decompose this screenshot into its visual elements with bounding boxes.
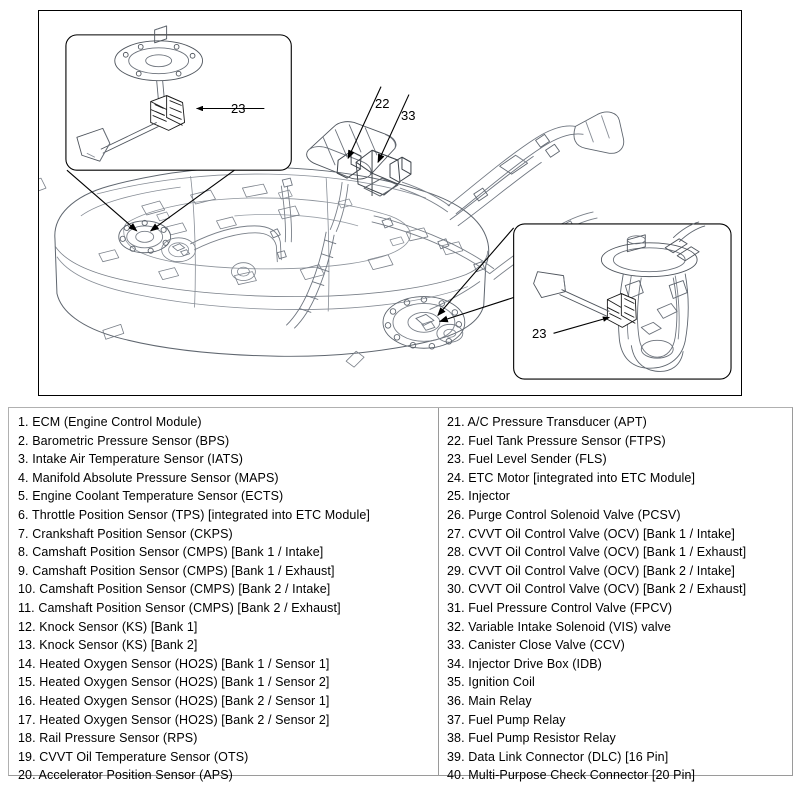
legend-item: 5. Engine Coolant Temperature Sensor (ECTS) [18, 489, 284, 504]
legend-item: 29. CVVT Oil Control Valve (OCV) [Bank 2 / Intake] [447, 563, 735, 578]
component-legend-table [8, 407, 793, 783]
detail-leader-line-left-a [67, 170, 137, 231]
legend-item: 22. Fuel Tank Pressure Sensor (FTPS) [447, 433, 666, 448]
legend-item: 32. Variable Intake Solenoid (VIS) valve [447, 619, 672, 634]
fuel-level-sender-detail-box [66, 26, 291, 231]
fuel-vapor-lines [191, 178, 494, 309]
legend-item: 26. Purge Control Solenoid Valve (PCSV) [447, 507, 681, 522]
legend-item: 30. CVVT Oil Control Valve (OCV) [Bank 2 / Exhaust] [447, 582, 747, 597]
legend-item: 18. Rail Pressure Sensor (RPS) [18, 731, 198, 746]
legend-item: 37. Fuel Pump Relay [447, 712, 566, 727]
legend-item: 19. CVVT Oil Temperature Sensor (OTS) [18, 749, 249, 764]
legend-item: 31. Fuel Pressure Control Valve (FPCV) [447, 600, 673, 615]
fuel-pump-module-port [383, 297, 465, 350]
legend-item: 6. Throttle Position Sensor (TPS) [integrated into ETC Module] [18, 507, 370, 522]
legend-item: 9. Camshaft Position Sensor (CMPS) [Bank 1 / Exhaust] [18, 563, 335, 578]
legend-item: 17. Heated Oxygen Sensor (HO2S) [Bank 2 / Sensor 2] [18, 712, 330, 727]
legend-item: 20. Accelerator Position Sensor (APS) [18, 768, 233, 783]
legend-item: 12. Knock Sensor (KS) [Bank 1] [18, 619, 198, 634]
legend-item: 34. Injector Drive Box (IDB) [447, 656, 602, 671]
legend-item: 25. Injector [447, 489, 511, 504]
legend-item: 36. Main Relay [447, 693, 532, 708]
legend-item: 3. Intake Air Temperature Sensor (IATS) [18, 452, 244, 467]
legend-item: 38. Fuel Pump Resistor Relay [447, 731, 616, 746]
legend-item: 40. Multi-Purpose Check Connector [20 Pin] [447, 768, 696, 783]
legend-item: 23. Fuel Level Sender (FLS) [447, 452, 607, 467]
callout-number-22: 22 [375, 96, 390, 111]
legend-item: 2. Barometric Pressure Sensor (BPS) [18, 433, 230, 448]
fuel-system-diagram [39, 11, 741, 395]
fuel-pump-module-detail-box [438, 222, 731, 379]
legend-item: 13. Knock Sensor (KS) [Bank 2] [18, 638, 198, 653]
legend-item: 39. Data Link Connector (DLC) [16 Pin] [447, 749, 669, 764]
callout-number-23-left: 23 [231, 101, 246, 116]
legend-item: 28. CVVT Oil Control Valve (OCV) [Bank 1 / Exhaust] [447, 545, 747, 560]
legend-column-left [9, 408, 438, 783]
legend-item: 24. ETC Motor [integrated into ETC Module] [447, 470, 696, 485]
legend-item: 14. Heated Oxygen Sensor (HO2S) [Bank 1 / Sensor 1] [18, 656, 330, 671]
detail-leader-line-left-b [151, 170, 235, 231]
legend-column-right [438, 408, 792, 783]
callout-number-33: 33 [401, 108, 416, 123]
legend-item: 15. Heated Oxygen Sensor (HO2S) [Bank 1 / Sensor 2] [18, 675, 330, 690]
detail-leader-line-right-a [438, 228, 514, 316]
legend-item: 10. Camshaft Position Sensor (CMPS) [Bank 2 / Intake] [18, 582, 331, 597]
legend-item: 1. ECM (Engine Control Module) [18, 415, 202, 429]
legend-item: 11. Camshaft Position Sensor (CMPS) [Bank 2 / Exhaust] [18, 600, 341, 615]
legend-item: 21. A/C Pressure Transducer (APT) [447, 415, 647, 429]
legend-item: 4. Manifold Absolute Pressure Sensor (MAPS) [18, 470, 279, 485]
callout-number-23-right: 23 [532, 326, 547, 341]
legend-item: 33. Canister Close Valve (CCV) [447, 638, 625, 653]
legend-item: 8. Camshaft Position Sensor (CMPS) [Bank 1 / Intake] [18, 545, 324, 560]
legend-item: 27. CVVT Oil Control Valve (OCV) [Bank 1 / Intake] [447, 526, 735, 541]
legend-item: 35. Ignition Coil [447, 675, 535, 690]
diagram-panel [38, 10, 742, 396]
legend-item: 7. Crankshaft Position Sensor (CKPS) [18, 526, 233, 541]
legend-item: 16. Heated Oxygen Sensor (HO2S) [Bank 2 / Sensor 1] [18, 693, 330, 708]
